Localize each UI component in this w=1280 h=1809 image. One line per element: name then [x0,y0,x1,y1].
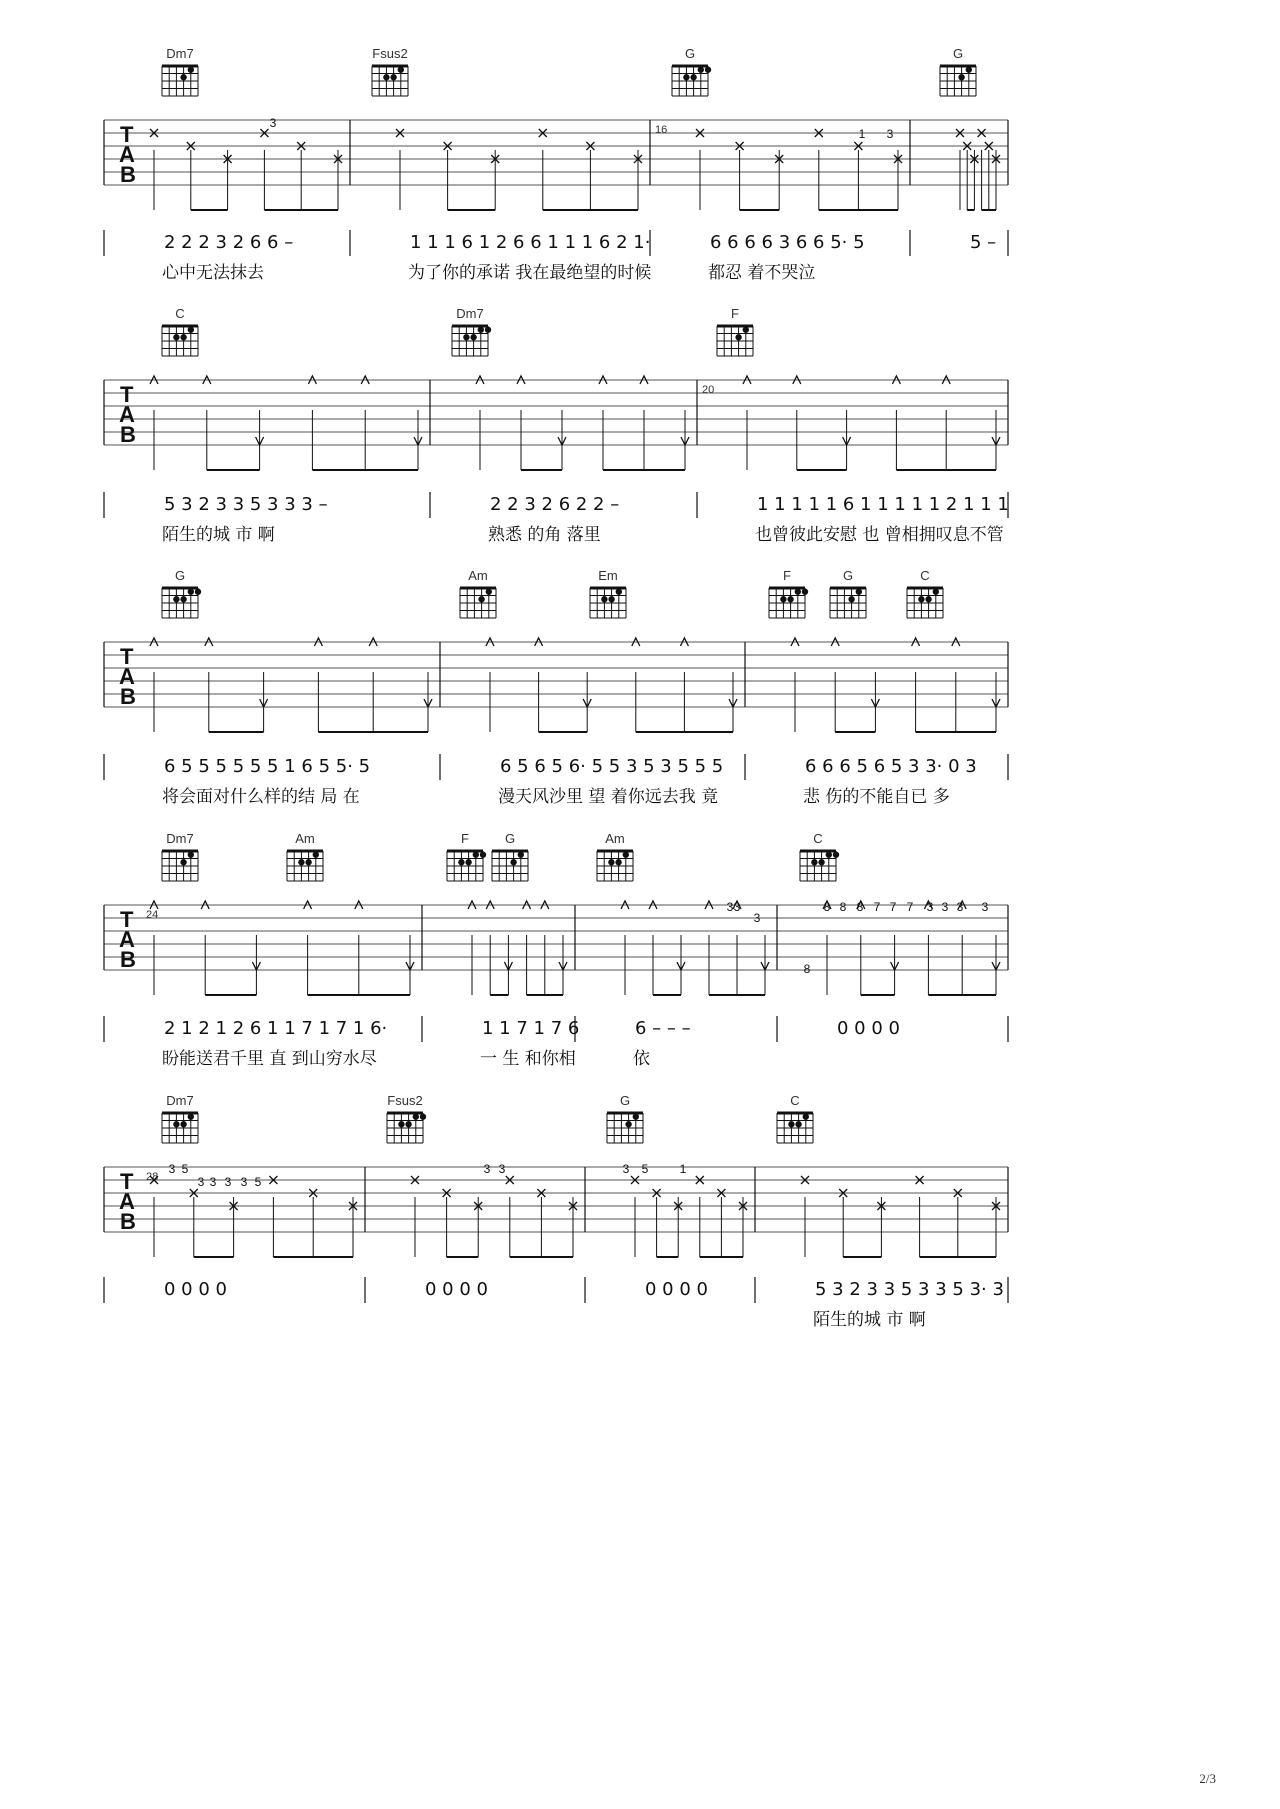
chord-g [830,568,866,618]
fret-number: 5 [254,1175,262,1189]
finger-dot [486,589,492,595]
chord-label: Dm7 [456,306,484,321]
fret-number: 3 [622,1162,630,1176]
chord-g [162,568,201,618]
finger-dot [313,852,319,858]
finger-dot [690,74,696,80]
fret-number: 5 [181,1162,189,1176]
chord-c [907,568,943,618]
jianpu-notes: 6 6 6 6 3 6 6 5· 5 [710,232,865,253]
finger-dot [811,859,817,865]
tab-letter-b: B [120,162,136,187]
fret-number: 8 [823,900,831,914]
tab-letter-b: B [120,422,136,447]
lyric-line: 陌生的城 市 啊 [162,525,275,545]
page-number: 2/3 [1199,1771,1216,1786]
chord-label: Fsus2 [387,1093,423,1108]
jianpu-notes: 0 0 0 0 [837,1018,900,1039]
jianpu-notes: 1 1 1 6 1 2 6 6 1 1 1 6 2 1· [410,232,651,253]
fret-number: 3 [941,900,949,914]
finger-dot [848,596,854,602]
finger-dot [478,596,484,602]
fret-number: 3 [733,900,741,914]
finger-dot [188,327,194,333]
jianpu-notes: 2 2 2 3 2 6 6 – [164,232,294,253]
finger-dot [465,859,471,865]
finger-dot [305,859,311,865]
lyric-line: 盼能送君千里 直 到山穷水尽 [162,1049,377,1069]
finger-dot [735,334,741,340]
finger-dot [173,334,179,340]
finger-dot [616,589,622,595]
tab-letter-b: B [120,684,136,709]
jianpu-notes: 5 3 2 3 3 5 3 3 5 3· 3 [815,1279,1004,1300]
chord-label: Dm7 [166,831,194,846]
finger-dot [615,859,621,865]
chord-label: G [842,568,854,583]
chord-f [447,831,486,881]
chord-label: C [790,1093,800,1108]
measure-number: 24 [146,909,159,921]
fret-number: 7 [906,900,914,914]
finger-dot [390,74,396,80]
finger-dot [405,1121,411,1127]
finger-dot [420,1114,426,1120]
tab-letter-a: A [119,142,135,167]
chord-label: C [920,568,930,583]
tab-clef [119,1169,136,1234]
finger-dot [608,859,614,865]
chord-label: Dm7 [166,46,194,61]
jianpu-notes: 0 0 0 0 [425,1279,488,1300]
finger-dot [510,859,516,865]
finger-dot [180,859,186,865]
fret-number: 3 [981,900,989,914]
fret-number: 3 [209,1175,217,1189]
measure-number: 16 [655,124,668,136]
chord-label: C [813,831,823,846]
fret-number: 8 [839,900,847,914]
jianpu-notes: 1 1 1 1 1 6 1 1 1 1 1 2 1 1 1 [757,494,1009,515]
chord-label: F [783,568,791,583]
chord-g [672,46,711,96]
finger-dot [795,1121,801,1127]
jianpu-notes: 6 6 6 5 6 5 3 3· 0 3 [805,756,977,777]
system-4 [104,831,1008,1069]
finger-dot [188,67,194,73]
finger-dot [398,67,404,73]
fret-number: 8 [803,962,811,976]
chord-label: G [952,46,964,61]
fret-number: 1 [858,127,866,141]
lyric-line: 熟悉 的角 落里 [488,525,601,545]
finger-dot [480,852,486,858]
lyric-line: 将会面对什么样的结 局 在 [162,787,360,807]
chord-label: G [619,1093,631,1108]
lyric-line: 陌生的城 市 啊 [813,1310,926,1330]
jianpu-notes: 2 2 3 2 6 2 2 – [490,494,620,515]
finger-dot [173,1121,179,1127]
chord-label: Am [605,831,625,846]
finger-dot [601,596,607,602]
finger-dot [188,589,194,595]
finger-dot [925,596,931,602]
chord-am [597,831,633,881]
fret-number: 7 [889,900,897,914]
tab-letter-a: A [119,402,135,427]
lyric-line: 漫天风沙里 望 着你远去我 竟 [498,787,719,807]
finger-dot [173,596,179,602]
chord-c [777,1093,813,1143]
tab-clef [119,907,136,972]
finger-dot [180,334,186,340]
chord-label: Fsus2 [372,46,408,61]
finger-dot [188,852,194,858]
finger-dot [383,74,389,80]
tab-clef [119,122,136,187]
lyric-line: 心中无法抹去 [162,263,264,283]
lyric-line: 依 [633,1049,650,1069]
finger-dot [478,327,484,333]
chord-label: G [684,46,696,61]
finger-dot [705,67,711,73]
jianpu-notes: 6 – – – [635,1018,691,1039]
fret-number: 3 [753,911,761,925]
chord-em [590,568,626,618]
system-2 [104,306,1009,545]
system-3 [104,568,1008,807]
chord-f [769,568,808,618]
tab-letter-b: B [120,947,136,972]
system-1 [104,46,1008,283]
lyric-line: 悲 伤的不能自已 多 [803,787,950,807]
chord-label: Am [295,831,315,846]
finger-dot [473,852,479,858]
finger-dot [458,859,464,865]
finger-dot [633,1114,639,1120]
fret-number: 3 [956,900,964,914]
tab-clef [119,644,136,709]
tab-letter-t: T [120,644,134,669]
finger-dot [413,1114,419,1120]
fret-number: 3 [498,1162,506,1176]
chord-f [717,306,753,356]
finger-dot [625,1121,631,1127]
finger-dot [623,852,629,858]
finger-dot [856,589,862,595]
fret-number: 5 [641,1162,649,1176]
finger-dot [826,852,832,858]
chord-label: F [731,306,739,321]
chord-label: F [461,831,469,846]
finger-dot [470,334,476,340]
finger-dot [958,74,964,80]
fret-number: 3 [240,1175,248,1189]
jianpu-notes: 2 1 2 1 2 6 1 1 7 1 7 1 6· [164,1018,388,1039]
tab-letter-t: T [120,382,134,407]
chord-g [492,831,528,881]
jianpu-notes: 6 5 6 5 6· 5 5 3 5 3 5 5 5 [500,756,724,777]
chord-c [800,831,839,881]
finger-dot [966,67,972,73]
tab-letter-a: A [119,664,135,689]
fret-number: 3 [224,1175,232,1189]
finger-dot [188,1114,194,1120]
finger-dot [608,596,614,602]
chord-label: C [175,306,185,321]
chord-fsus2 [372,46,408,96]
fret-number: 3 [886,127,894,141]
finger-dot [463,334,469,340]
chord-dm7 [162,1093,198,1143]
chord-label: Dm7 [166,1093,194,1108]
finger-dot [518,852,524,858]
finger-dot [298,859,304,865]
finger-dot [802,589,808,595]
finger-dot [795,589,801,595]
finger-dot [683,74,689,80]
chord-label: Am [468,568,488,583]
finger-dot [818,859,824,865]
finger-dot [485,327,491,333]
lyric-line: 为了你的承诺 我在最绝望的时候 [408,263,652,283]
tab-clef [119,382,136,447]
measure-number: 20 [702,384,715,396]
tab-letter-b: B [120,1209,136,1234]
finger-dot [180,74,186,80]
tab-letter-t: T [120,1169,134,1194]
finger-dot [788,1121,794,1127]
lyric-line: 一 生 和你相 [480,1049,576,1069]
chord-fsus2 [387,1093,426,1143]
lyric-line: 也曾彼此安慰 也 曾相拥叹息不管 [755,525,1004,545]
chord-dm7 [162,46,198,96]
jianpu-notes: 5 – [970,232,997,253]
finger-dot [180,1121,186,1127]
finger-dot [918,596,924,602]
fret-number: 3 [926,900,934,914]
lyric-line: 都忍 着不哭泣 [708,263,816,283]
finger-dot [787,596,793,602]
finger-dot [180,596,186,602]
fret-number: 1 [679,1162,687,1176]
chord-g [940,46,976,96]
finger-dot [195,589,201,595]
chord-dm7 [452,306,491,356]
measure-number: 28 [146,1171,159,1183]
fret-number: 3 [168,1162,176,1176]
chord-label: Em [598,568,618,583]
tab-letter-t: T [120,122,134,147]
fret-number: 8 [856,900,864,914]
finger-dot [833,852,839,858]
jianpu-notes: 1 1 7 1 7 6 [482,1018,580,1039]
tab-letter-t: T [120,907,134,932]
jianpu-notes: 6 5 5 5 5 5 5 1 6 5 5· 5 [164,756,371,777]
chord-c [162,306,198,356]
system-5 [104,1093,1008,1330]
jianpu-notes: 5 3 2 3 3 5 3 3 3 – [164,494,328,515]
finger-dot [398,1121,404,1127]
finger-dot [780,596,786,602]
chord-g [607,1093,643,1143]
chord-label: G [504,831,516,846]
fret-number: 3 [726,900,734,914]
finger-dot [933,589,939,595]
chord-am [460,568,496,618]
jianpu-notes: 0 0 0 0 [164,1279,227,1300]
tab-letter-a: A [119,1189,135,1214]
fret-number: 3 [269,116,277,130]
chord-dm7 [162,831,198,881]
tab-letter-a: A [119,927,135,952]
finger-dot [698,67,704,73]
fret-number: 3 [197,1175,205,1189]
finger-dot [743,327,749,333]
finger-dot [803,1114,809,1120]
fret-number: 7 [873,900,881,914]
jianpu-notes: 0 0 0 0 [645,1279,708,1300]
fret-number: 3 [483,1162,491,1176]
chord-am [287,831,323,881]
chord-label: G [174,568,186,583]
